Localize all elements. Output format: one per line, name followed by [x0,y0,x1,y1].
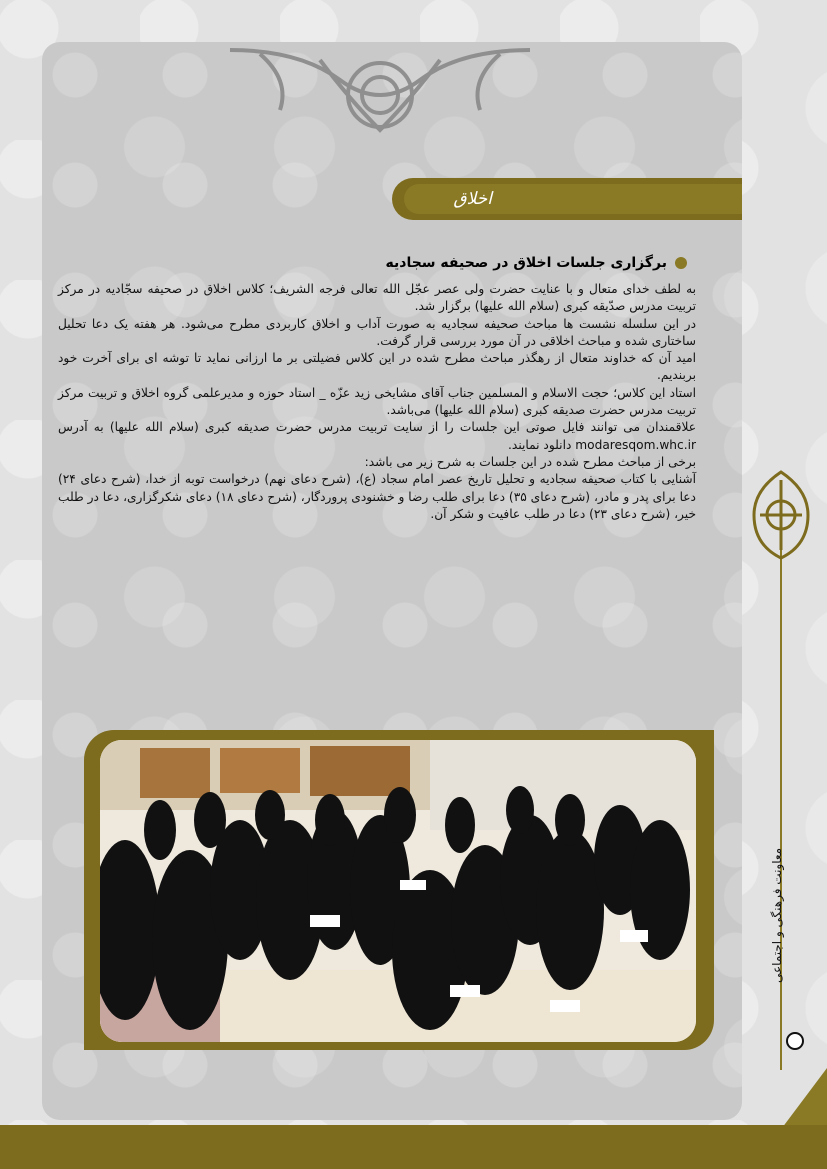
paragraph: در این سلسله نشست ها مباحث صحیفه سجادیه به صورت آداب و اخلاق کاربردی مطرح می‌شود. هر هفته یک دعا تحلیل ساختاری شده و مباحث اخلاقی در آن مورد بررسی قرار گرفت. [58,316,696,348]
side-ornament [750,470,812,560]
bottom-bar [0,1125,827,1169]
paragraph: به لطف خدای متعال و با عنایت حضرت ولی عصر عجّل الله تعالی فرجه الشریف؛ کلاس اخلاق در صحیفه سجّادیه در مرکز تربیت مدرس صدّیقه کبری (سلام الله علیها) برگزار شد. [58,282,696,314]
top-ornament [220,40,540,140]
section-label: اخلاق [453,189,492,209]
corner-accent [782,1068,827,1128]
class-photo-illustration [100,740,696,1042]
section-tab [392,178,742,220]
side-caption: معاونت فرهنگی و اجتماعی [770,847,784,983]
paragraph: استاد این کلاس؛ حجت الاسلام و المسلمین جناب آقای مشایخی زید عزّه _ استاد حوزه و مدیرعلمی گروه اخلاق و تربیت مرکز تربیت مدرس حضرت صدیقه کبری (سلام الله علیها) می‌باشد. [58,385,696,418]
article-heading [300,250,687,276]
emblem-icon [786,1032,804,1050]
paragraph: آشنایی با کتاب صحیفه سجادیه و تحلیل تاریخ عصر امام سجاد (ع)، (شرح دعای نهم) درخواست توبه از خدا، (شرح دعای ۲۴) دعا برای پدر و مادر، (شرح دعای ۳۵) دعا برای طلب رضا و خشنودی پروردگار، (شرح دعای ۱۸) دعای شکرگزاری، دعا در طلب خیر، (شرح دعای ۲۳) دعا در طلب عافیت و شکر آن. [58,472,696,521]
article-body [58,281,696,523]
paragraph: علاقمندان می توانند فایل صوتی این جلسات را از سایت تربیت مدرس حضرت صدیقه کبری (سلام الله علیها) به آدرس modaresqom.whc.ir دانلود نمایند. [58,420,696,452]
class-photo [100,740,696,1042]
paragraph: برخی از مباحث مطرح شده در این جلسات به شرح زیر می باشد: [364,454,696,469]
bullet-icon [675,257,687,269]
paragraph: امید آن که خداوند متعال از رهگذر مباحث مطرح شده در این کلاس فضیلتی بر ما ارزانی نماید تا توشه ای برای آخرت خود بربندیم. [58,351,696,383]
article-title: برگزاری جلسات اخلاق در صحیفه سجادیه [385,255,667,271]
photo-frame [84,730,714,1050]
